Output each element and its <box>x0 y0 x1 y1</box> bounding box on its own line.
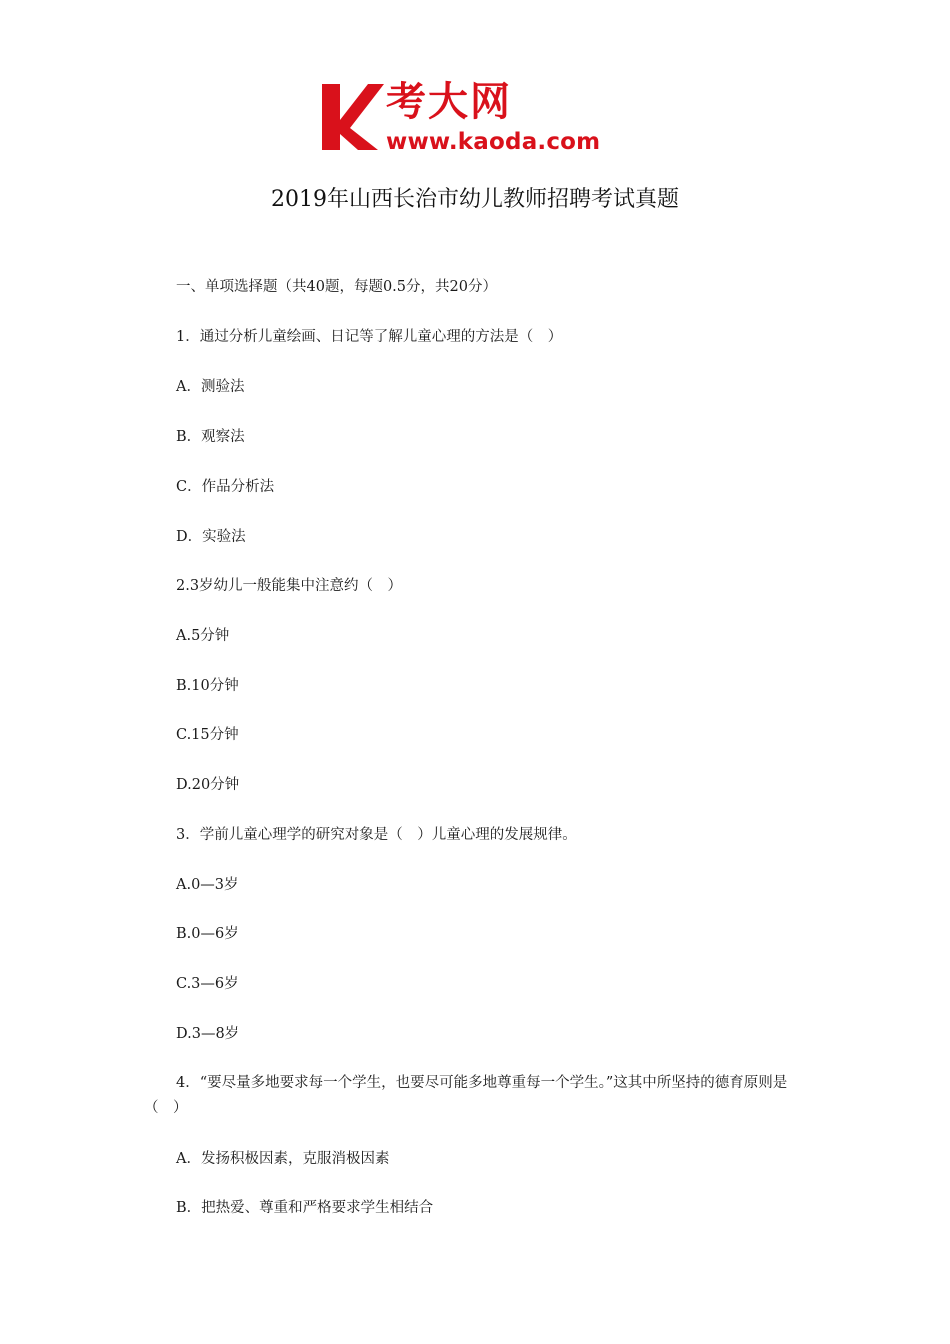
option-b: B．观察法 <box>176 429 245 445</box>
option-d: D.20分钟 <box>176 777 240 793</box>
option-a: A.5分钟 <box>176 628 230 644</box>
option-d: D．实验法 <box>176 529 246 545</box>
logo-k-mark-icon <box>318 80 384 154</box>
logo-brand-text: 考大网 <box>386 79 512 125</box>
logo-url-text: www.kaoda.com <box>386 129 601 155</box>
option-a: A．发扬积极因素，克服消极因素 <box>176 1151 390 1167</box>
question-stem: 1．通过分析儿童绘画、日记等了解儿童心理的方法是（ ） <box>176 329 563 345</box>
question-stem: 3．学前儿童心理学的研究对象是（ ）儿童心理的发展规律。 <box>176 827 577 843</box>
option-c: C．作品分析法 <box>176 479 275 495</box>
option-c: C.15分钟 <box>176 727 239 743</box>
question-stem: 2.3岁幼儿一般能集中注意约（ ） <box>176 578 403 594</box>
kaoda-logo <box>318 80 640 160</box>
option-b: B.0—6岁 <box>176 926 239 942</box>
question-stem: 4．“要尽量多地要求每一个学生，也要尽可能多地尊重每一个学生。”这其中所坚持的德育原则是（ ） <box>144 1075 788 1116</box>
option-d: D.3—8岁 <box>176 1026 240 1042</box>
option-a: A.0—3岁 <box>176 877 239 893</box>
option-b: B．把热爱、尊重和严格要求学生相结合 <box>176 1200 434 1216</box>
page-title: 2019年山西长治市幼儿教师招聘考试真题 <box>271 187 679 212</box>
option-a: A．测验法 <box>176 379 245 395</box>
option-b: B.10分钟 <box>176 678 239 694</box>
section-heading: 一、单项选择题（共40题，每题0.5分，共20分） <box>176 279 497 295</box>
option-c: C.3—6岁 <box>176 976 239 992</box>
